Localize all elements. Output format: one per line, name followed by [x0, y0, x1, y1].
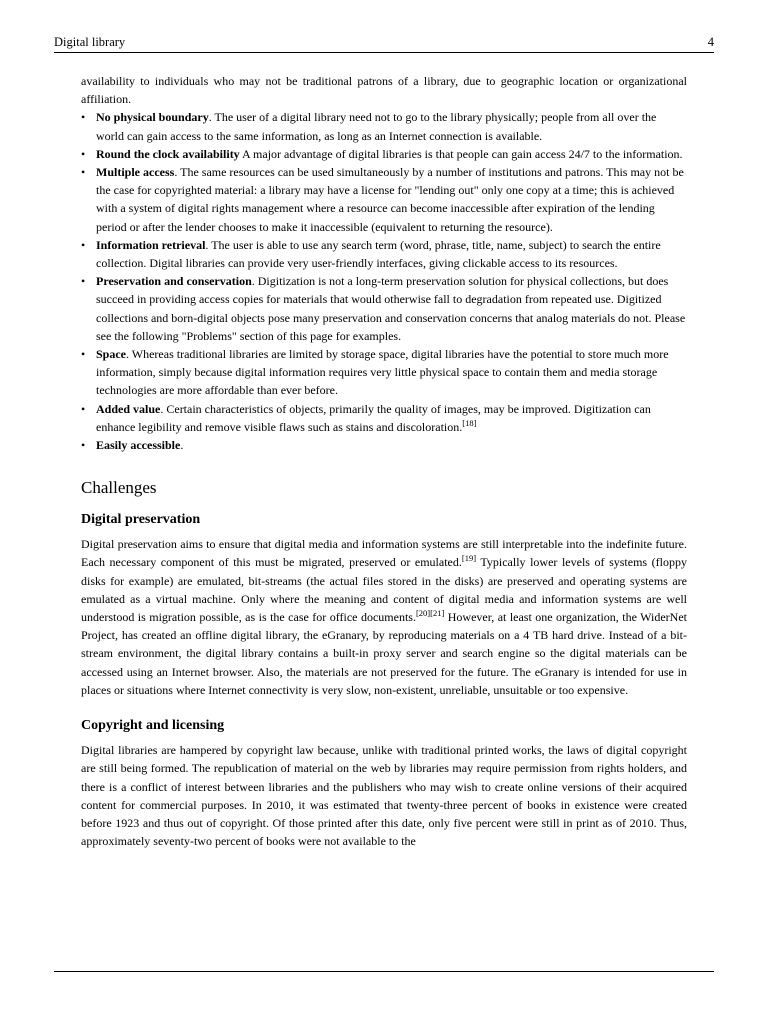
bullet-icon: • [81, 237, 86, 252]
bullet-icon: • [81, 347, 86, 362]
feature-text: . The same resources can be used simultaneously by a number of institutions and patrons. This may not be the case for copyrighted material: a library may have a license for "lending out" only one copy at a time; this is achieved with a system of digital rights management where a resource can become inaccessible after expiration of the lending period or after the lender chooses to make it inaccessible (equivalent to returning the resource). [96, 165, 684, 234]
article-body [81, 72, 687, 850]
copyright-paragraph: Digital libraries are hampered by copyright law because, unlike with traditional printed works, the laws of digital copyright are still being formed. The republication of material on the web by libraries may require permission from rights holders, and there is a conflict of interest between libraries and the publishers who may wish to create online versions of their acquired content for commercial purposes. In 2010, it was estimated that twenty-three percent of books in existence were created before 1923 and thus out of copyright. Of those printed after this date, only five percent were still in print as of 2010. Thus, approximately seventy-two percent of books were not available to the [81, 743, 687, 849]
feature-text: . Certain characteristics of objects, primarily the quality of images, may be improved. Digitization can enhance legibility and remove visible flaws such as stains and discoloration. [96, 401, 651, 434]
digital-preservation-heading: Digital preservation [81, 512, 201, 528]
page-number: 4 [707, 35, 714, 49]
feature-term: Multiple access [96, 165, 175, 180]
features-list [81, 108, 687, 454]
citation-link[interactable]: [19] [461, 553, 477, 564]
list-item [81, 236, 687, 272]
list-item [81, 108, 687, 144]
feature-term: Round the clock availability [96, 146, 240, 161]
copyright-heading: Copyright and licensing [81, 718, 225, 734]
paragraph-text: However, at least one organization, the WiderNet Project, has created an offline digital library, the eGranary, by reproducing materials on a 4 TB hard drive. Instead of a bit-stream environment, the digital library contains a built-in proxy server and search engine so the digital materials can be accessed using an Internet browser. Also, the materials are not preserved for the future. The eGranary is intended for use in places or situations where Internet connectivity is very slow, non-existent, unreliable, unsuitable or too expensive. [81, 610, 687, 697]
feature-text: . [180, 438, 184, 453]
footer-rule [54, 971, 714, 972]
list-item [81, 163, 687, 236]
bullet-icon: • [81, 438, 86, 453]
bullet-icon: • [81, 146, 86, 161]
feature-term: No physical boundary [96, 110, 209, 125]
feature-text: . The user is able to use any search term (word, phrase, title, name, subject) to search the entire collection. Digital libraries can provide very user-friendly interfaces, giving clickable access to its resources. [96, 237, 661, 271]
feature-term: Space [96, 347, 126, 362]
header-rule [54, 52, 714, 53]
bullet-icon: • [81, 165, 86, 180]
bullet-icon: • [81, 274, 86, 289]
list-item [81, 436, 687, 454]
paragraph-text: Digital preservation aims to ensure that digital media and information systems are still interpretable into the indefinite future. Each necessary component of this must be migrated, preserved or emulated. [81, 537, 687, 570]
digital-preservation-paragraph [81, 535, 687, 699]
citation-link[interactable]: [20][21] [415, 608, 445, 619]
list-item [81, 400, 687, 436]
feature-term: Preservation and conservation [96, 274, 252, 289]
feature-text: A major advantage of digital libraries is that people can gain access 24/7 to the information. [239, 146, 683, 161]
intro-paragraph: availability to individuals who may not be traditional patrons of a library, due to geographic location or organizational affiliation. [81, 74, 687, 107]
feature-term: Added value [96, 401, 161, 416]
feature-text: . Whereas traditional libraries are limited by storage space, digital libraries have the potential to store much more information, simply because digital information requires very little physical space to contain them and media storage technologies are more affordable than ever before. [96, 347, 669, 398]
feature-text: . The user of a digital library need not to go to the library physically; people from all over the world can gain access to the same information, as long as an Internet connection is available. [96, 110, 657, 143]
header-title: Digital library [54, 35, 126, 49]
citation-link[interactable]: [18] [462, 417, 477, 428]
list-item [81, 345, 687, 400]
list-item [81, 272, 687, 345]
feature-term: Information retrieval [96, 237, 206, 252]
bullet-icon: • [81, 110, 86, 125]
challenges-heading: Challenges [81, 478, 157, 498]
paragraph-text: Typically lower levels of systems (floppy disks for example) are emulated, bit-streams (the actual files stored in the disks) are preserved and operating systems are emulated as a virtual machine. Only where the meaning and content of digital media and information systems are well understood is migration possible, as is the case for office documents. [81, 555, 687, 625]
bullet-icon: • [81, 401, 86, 416]
list-item [81, 145, 687, 163]
feature-term: Easily accessible [96, 438, 181, 453]
feature-text: . Digitization is not a long-term preservation solution for physical collections, but does succeed in providing access copies for materials that would otherwise fall to degradation from repeated use. Digitized collections and born-digital objects pose many preservation and conservation concerns that analog materials do not. Please see the following "Problems" section of this page for examples. [96, 274, 686, 343]
